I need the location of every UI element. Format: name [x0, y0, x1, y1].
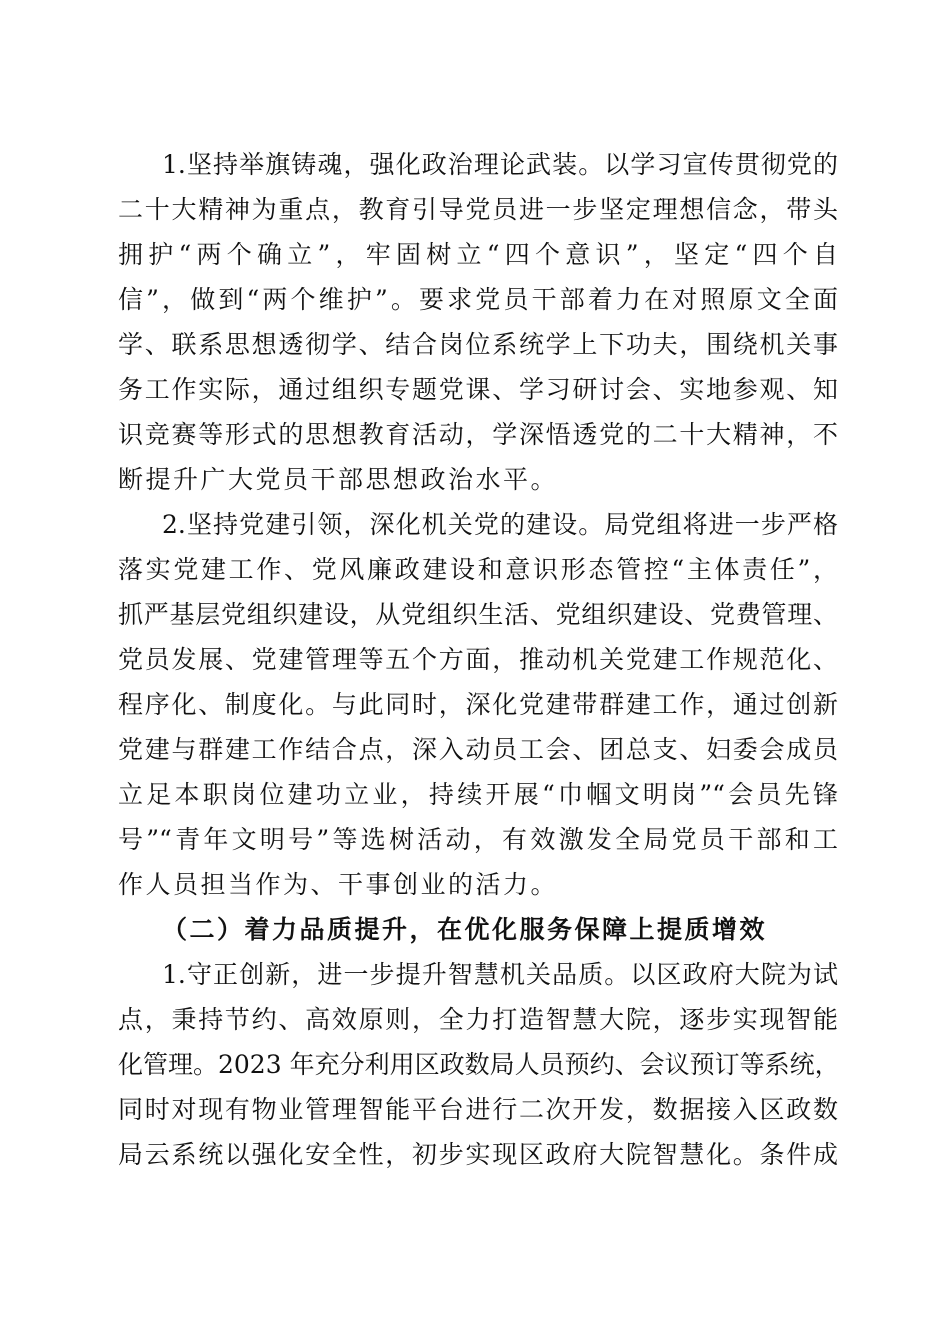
paragraph-2-line-1: 2.坚持党建引领，深化机关党的建设。局党组将进一步严格 — [162, 510, 838, 539]
paragraph-2-line-3: 抓严基层党组织建设，从党组织生活、党组织建设、党费管理、 — [118, 600, 838, 629]
paragraph-3-line-4: 同时对现有物业管理智能平台进行二次开发，数据接入区政数 — [118, 1095, 838, 1124]
paragraph-1-line-5: 学、联系思想透彻学、结合岗位系统学上下功夫，围绕机关事 — [118, 330, 838, 359]
paragraph-1-line-7: 识竞赛等形式的思想教育活动，学深悟透党的二十大精神，不 — [118, 420, 838, 449]
paragraph-2-line-9: 作人员担当作为、干事创业的活力。 — [118, 870, 559, 899]
paragraph-2-line-8: 号”“青年文明号”等选树活动，有效激发全局党员干部和工 — [118, 825, 838, 854]
paragraph-1-line-8: 断提升广大党员干部思想政治水平。 — [118, 465, 559, 494]
paragraph-2-line-2: 落实党建工作、党风廉政建设和意识形态管控“主体责任”， — [118, 555, 838, 584]
paragraph-3-line-3: 化管理。2023 年充分利用区政数局人员预约、会议预订等系统， — [118, 1050, 840, 1079]
paragraph-2-line-4: 党员发展、党建管理等五个方面，推动机关党建工作规范化、 — [118, 645, 838, 674]
paragraph-2-line-5: 程序化、制度化。与此同时，深化党建带群建工作，通过创新 — [118, 690, 838, 719]
paragraph-2-line-7: 立足本职岗位建功立业，持续开展“巾帼文明岗”“会员先锋 — [118, 780, 838, 809]
document-body — [118, 142, 838, 1177]
paragraph-3-line-1: 1.守正创新，进一步提升智慧机关品质。以区政府大院为试 — [162, 960, 838, 989]
paragraph-1-line-6: 务工作实际，通过组织专题党课、学习研讨会、实地参观、知 — [118, 375, 838, 404]
paragraph-2-line-6: 党建与群建工作结合点，深入动员工会、团总支、妇委会成员 — [118, 735, 838, 764]
paragraph-3-line-2: 点，秉持节约、高效原则，全力打造智慧大院，逐步实现智能 — [118, 1005, 838, 1034]
paragraph-3-line-5: 局云系统以强化安全性，初步实现区政府大院智慧化。条件成 — [118, 1140, 838, 1169]
paragraph-1-line-2: 二十大精神为重点，教育引导党员进一步坚定理想信念，带头 — [118, 195, 838, 224]
section-heading: （二）着力品质提升，在优化服务保障上提质增效 — [162, 915, 768, 944]
paragraph-1-line-3: 拥护“两个确立”，牢固树立“四个意识”，坚定“四个自 — [118, 240, 838, 269]
paragraph-1-line-1: 1.坚持举旗铸魂，强化政治理论武装。以学习宣传贯彻党的 — [162, 150, 838, 179]
paragraph-1-line-4: 信”，做到“两个维护”。要求党员干部着力在对照原文全面 — [118, 285, 838, 314]
